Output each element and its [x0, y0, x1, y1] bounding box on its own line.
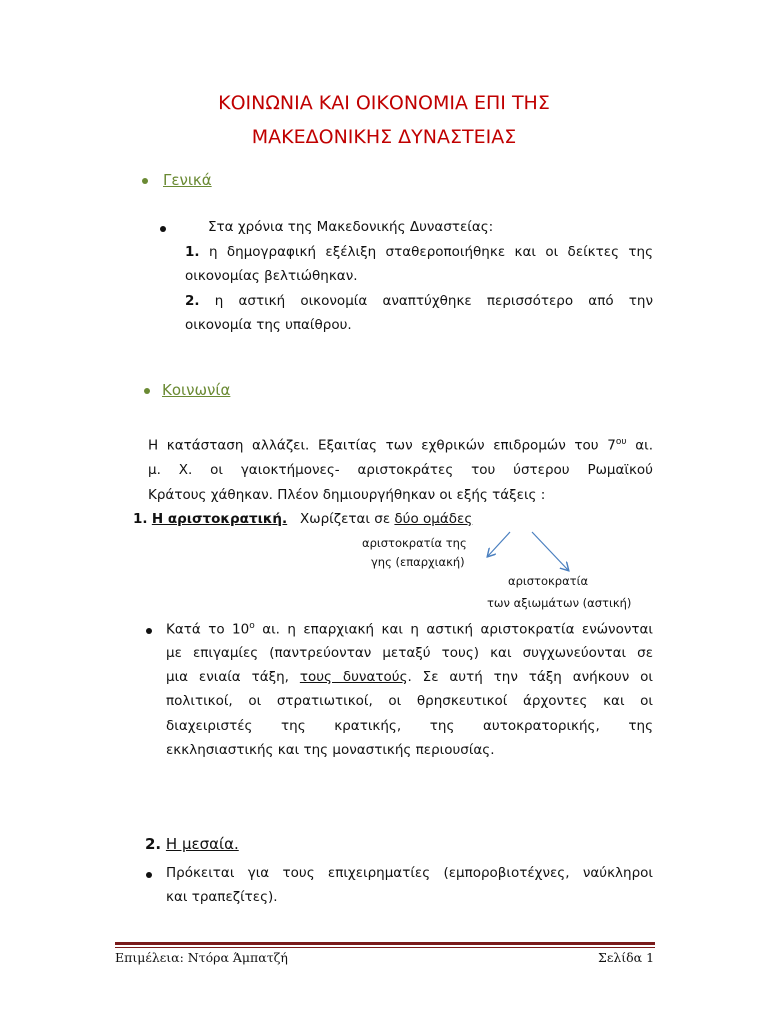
society-para-line-3: Κράτους χάθηκαν. Πλέον δημιουργήθηκαν οι εξής τάξεις :	[148, 487, 546, 503]
footer-author: Επιμέλεια: Ντόρα Άμπατζή	[115, 950, 288, 965]
society-para-line-1	[148, 437, 653, 454]
nobility-text: Κατά το 10	[166, 621, 250, 638]
class-1-heading	[133, 511, 472, 527]
arrow-left-icon	[488, 532, 510, 556]
class-2-heading	[145, 835, 239, 853]
bullet-icon	[146, 628, 152, 634]
middle-class-line-2: και τραπεζίτες).	[166, 889, 278, 905]
item-number: 2.	[145, 835, 162, 853]
general-point-1-line-1	[185, 244, 653, 260]
nobility-para-line-3	[166, 669, 653, 685]
middle-class-line-1: Πρόκειται για τους επιχειρηματίες (εμποροβιοτέχνες, ναύκληροι	[166, 865, 653, 881]
nobility-para-line-1	[166, 621, 653, 638]
superscript: ου	[615, 437, 627, 447]
branch-left-line-2: γης (επαρχιακή)	[371, 555, 465, 569]
nobility-para-line-5: διαχειριστές της κρατικής, της αυτοκρατορικής, της	[166, 718, 653, 734]
nobility-text: αι. η επαρχιακή και η αστική αριστοκρατία ενώνονται	[254, 621, 653, 638]
title-line-2: ΜΑΚΕΔΟΝΙΚΗΣ ΔΥΝΑΣΤΕΙΑΣ	[251, 126, 517, 148]
point-number: 2.	[185, 293, 200, 309]
point-number: 1.	[185, 244, 200, 260]
section-heading-general: Γενικά	[163, 171, 212, 189]
branch-right-line-1: αριστοκρατία	[508, 574, 589, 588]
nobility-para-line-6: εκκλησιαστικής και της μοναστικής περιουσίας.	[166, 742, 495, 758]
general-point-2-line-2: οικονομία της υπαίθρου.	[185, 317, 352, 333]
general-point-1-line-2: οικονομίας βελτιώθηκαν.	[185, 268, 358, 284]
bullet-icon	[160, 226, 166, 232]
footer-rule-thin	[115, 947, 655, 948]
branch-left-line-1: αριστοκρατία της	[362, 536, 467, 550]
general-intro: Στα χρόνια της Μακεδονικής Δυναστείας:	[208, 219, 494, 235]
item-number: 1.	[133, 511, 148, 527]
nobility-para-line-4: πολιτικοί, οι στρατιωτικοί, οι θρησκευτικοί άρχοντες και οι	[166, 693, 653, 709]
nobility-text: μια ενιαία τάξη,	[166, 669, 289, 685]
item-label: Η αριστοκρατική.	[151, 511, 288, 527]
nobility-text: . Σε αυτή την τάξη ανήκουν οι	[407, 669, 653, 685]
branch-arrows	[480, 528, 590, 578]
point-text: η δημογραφική εξέλιξη σταθεροποιήθηκε και οι δείκτες της	[208, 244, 653, 260]
general-point-2-line-1	[185, 293, 653, 309]
bullet-icon	[146, 872, 152, 878]
item-groups: δύο ομάδες	[394, 511, 473, 527]
footer-rule-thick	[115, 942, 655, 945]
nobility-underlined: τους δυνατούς	[299, 669, 408, 685]
arrow-right-icon	[532, 532, 568, 570]
superscript: ο	[249, 621, 255, 631]
title-line-1: ΚΟΙΝΩΝΙΑ ΚΑΙ ΟΙΚΟΝΟΜΙΑ ΕΠΙ ΤΗΣ	[218, 92, 550, 114]
section-heading-society: Κοινωνία	[162, 381, 231, 399]
item-text: Χωρίζεται σε	[300, 511, 391, 527]
footer-page-number: Σελίδα 1	[598, 950, 655, 965]
nobility-para-line-2: με επιγαμίες (παντρεύονταν μεταξύ τους) και συγχωνεύονται σε	[166, 645, 653, 661]
branch-right-line-2: των αξιωμάτων (αστική)	[487, 596, 632, 610]
society-para-text: αι.	[626, 437, 653, 454]
bullet-icon	[144, 388, 150, 394]
item-label: Η μεσαία.	[165, 835, 239, 853]
society-para-text: Η κατάσταση αλλάζει. Εξαιτίας των εχθρικών επιδρομών του 7	[148, 437, 616, 454]
point-text: η αστική οικονομία αναπτύχθηκε περισσότερο από την	[214, 293, 653, 309]
society-para-line-2: μ. Χ. οι γαιοκτήμονες- αριστοκράτες του ύστερου Ρωμαϊκού	[148, 462, 653, 478]
bullet-icon	[142, 178, 148, 184]
